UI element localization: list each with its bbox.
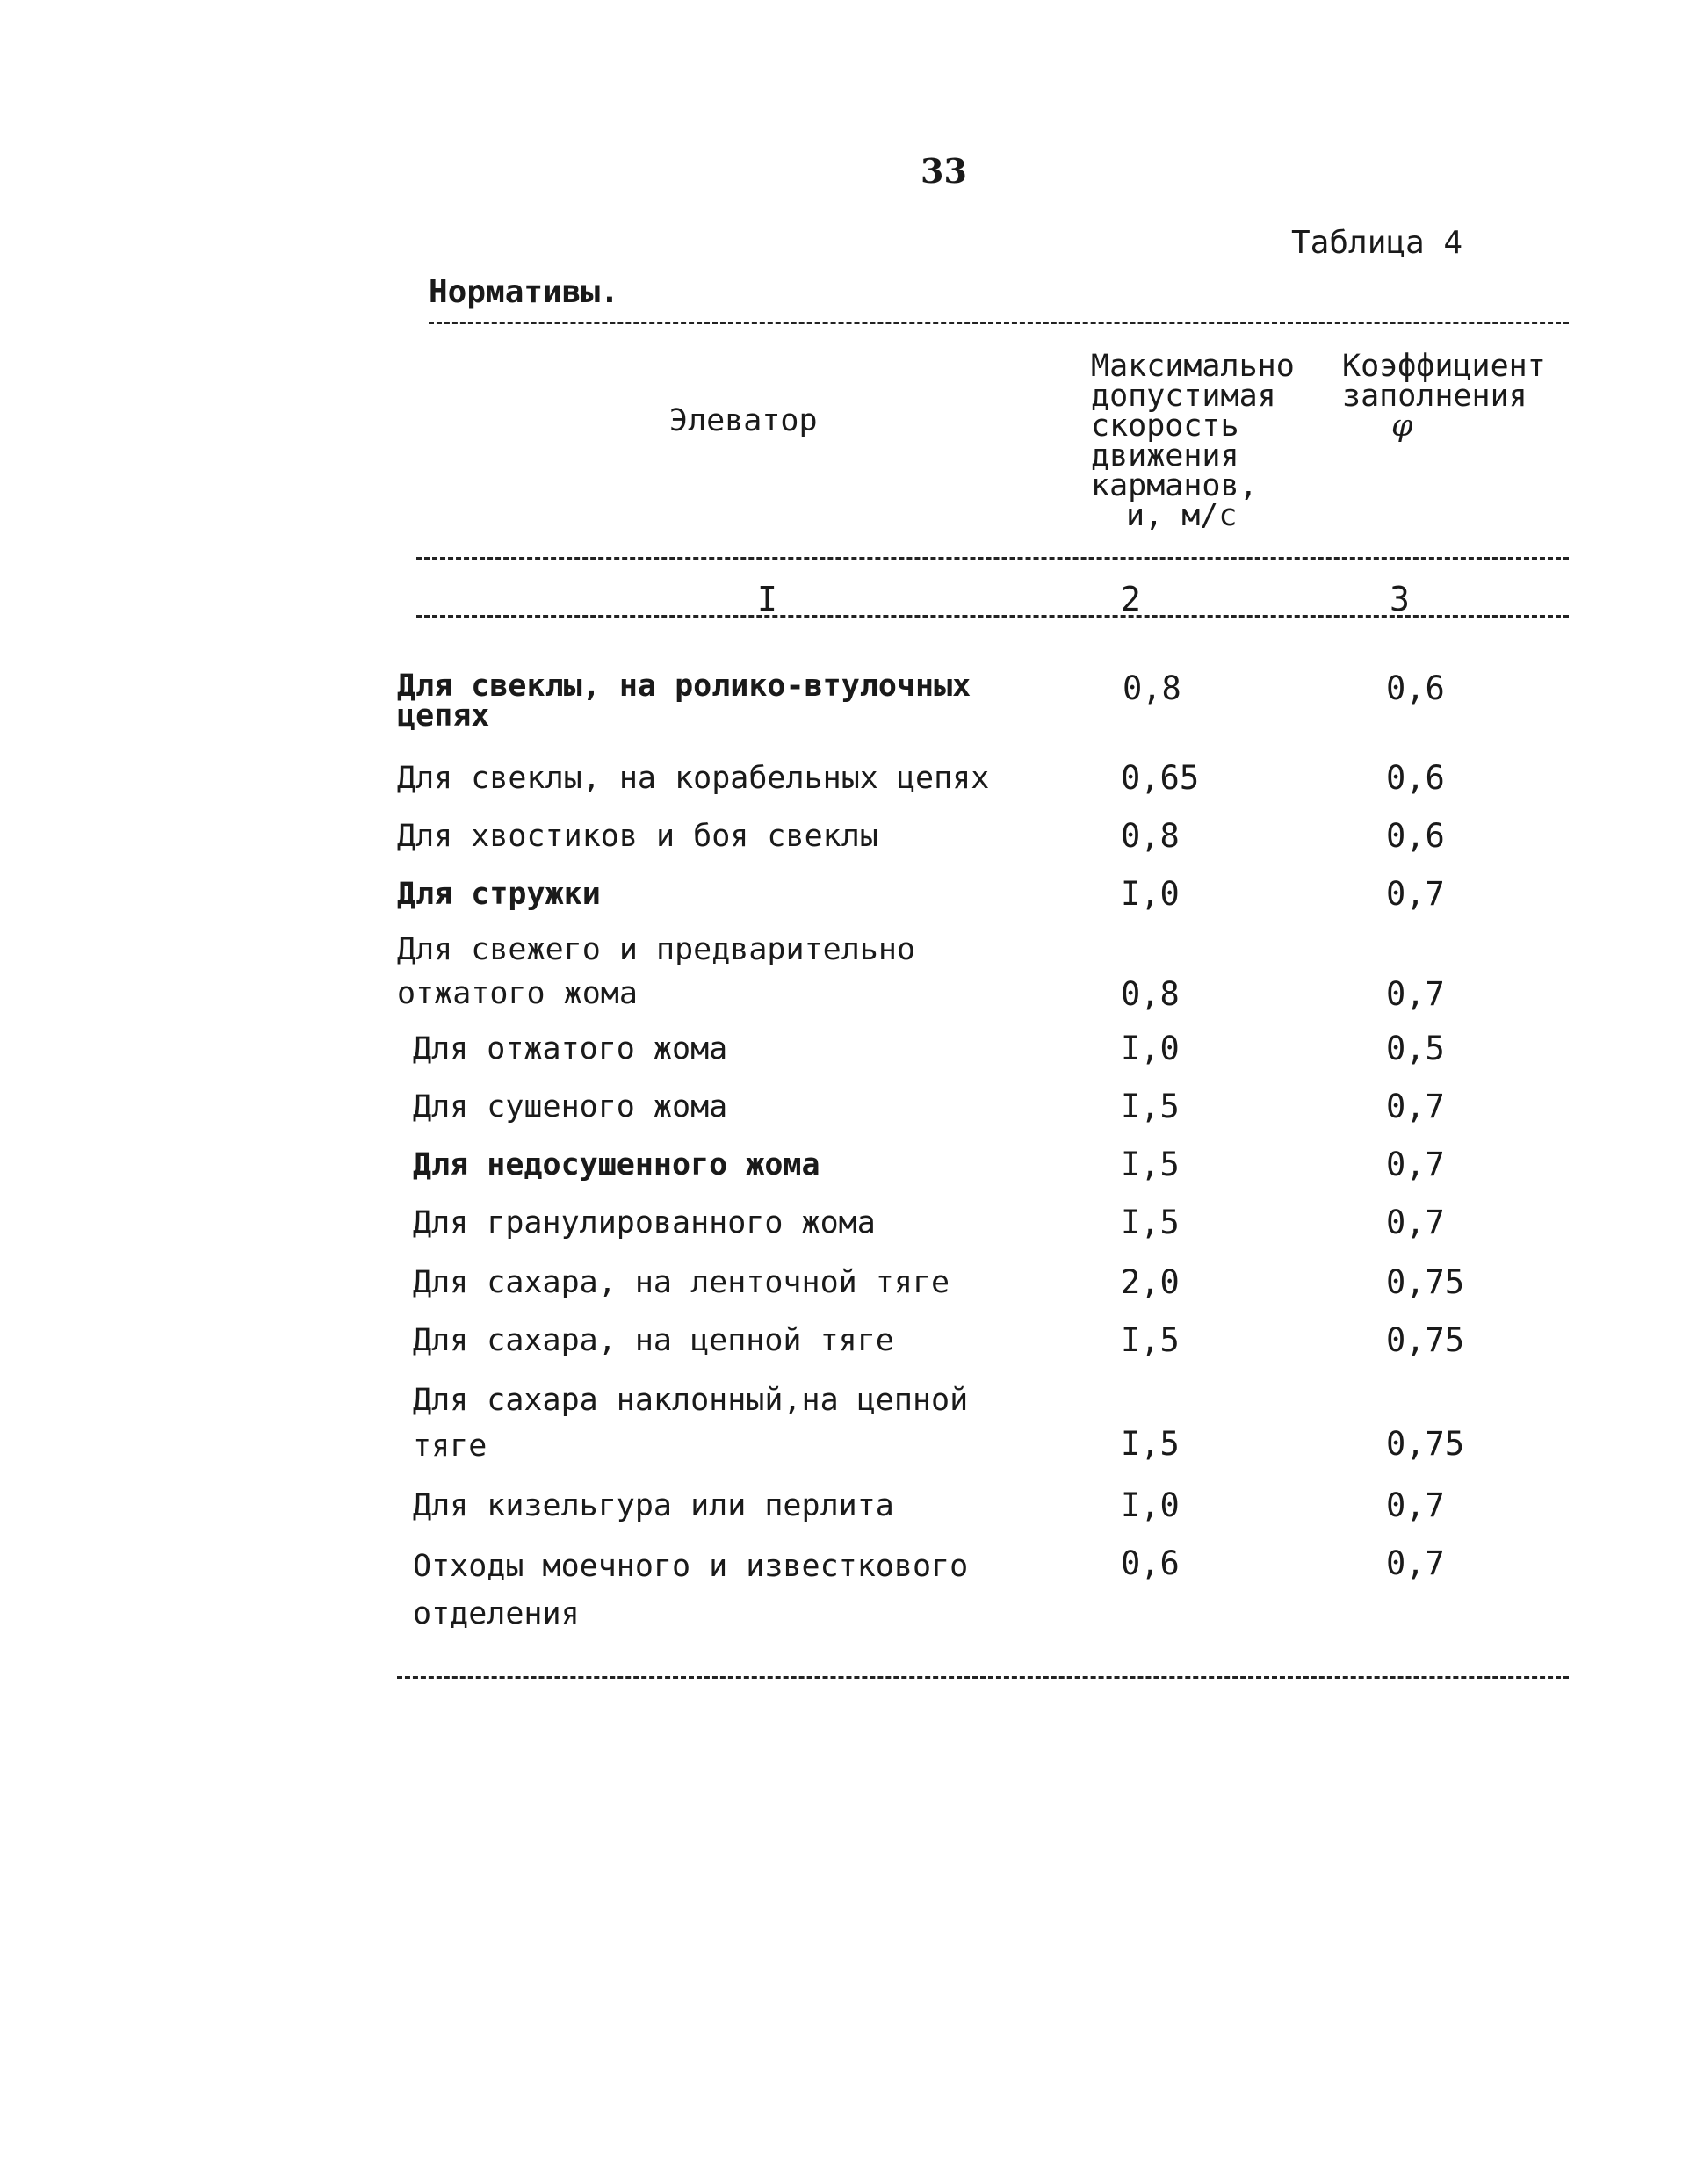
table-row-name: Для свежего и предварительно отжатого жома <box>397 932 916 1011</box>
table-row-speed: I,5 <box>1121 1425 1180 1463</box>
header-bottom-rule <box>416 557 1569 560</box>
table-row-name: Для сушеного жома <box>413 1089 728 1125</box>
table-row-coef: 0,75 <box>1386 1425 1465 1463</box>
table-row-speed: I,5 <box>1121 1088 1180 1125</box>
phi-symbol: φ <box>1391 409 1413 444</box>
table-row-name: Для кизельгура или перлита <box>413 1488 894 1523</box>
table-bottom-rule <box>397 1676 1569 1679</box>
table-label: Таблица 4 <box>1291 225 1463 261</box>
column-numbers-rule <box>416 615 1569 618</box>
table-row-name: Для свеклы, на ролико-втулочных цепях <box>397 669 971 734</box>
table-row-speed: 2,0 <box>1121 1263 1180 1301</box>
header-fill-coefficient-line: Коэффициент <box>1342 349 1546 384</box>
header-elevator: Элеватор <box>669 403 818 438</box>
table-row-coef: 0,7 <box>1386 975 1445 1013</box>
page-number: 33 <box>921 151 967 191</box>
table-row-speed: 0,8 <box>1123 669 1181 707</box>
table-row-speed: 0,65 <box>1121 759 1200 797</box>
table-row-coef: 0,7 <box>1386 1204 1445 1241</box>
table-row-coef: 0,75 <box>1386 1321 1465 1359</box>
header-fill-coefficient-line: заполнения <box>1342 379 1527 414</box>
table-row-speed: 0,6 <box>1121 1544 1180 1582</box>
header-max-speed-line: скорость <box>1091 409 1239 444</box>
table-row-coef: 0,6 <box>1386 759 1445 797</box>
table-row-name: Для сахара, на цепной тяге <box>413 1323 894 1358</box>
table-row-speed: I,0 <box>1121 1030 1180 1067</box>
table-row-speed: 0,8 <box>1121 975 1180 1013</box>
header-fill-coefficient <box>1342 349 1546 444</box>
table-row-coef: 0,7 <box>1386 1544 1445 1582</box>
table-row-coef: 0,7 <box>1386 875 1445 913</box>
column-number-3: 3 <box>1390 580 1410 618</box>
table-row-speed: I,5 <box>1121 1146 1180 1183</box>
table-row-speed: 0,8 <box>1121 817 1180 855</box>
column-number-2: 2 <box>1121 580 1141 618</box>
table-row-coef: 0,75 <box>1386 1263 1465 1301</box>
section-title: Нормативы. <box>429 274 619 310</box>
table-row-name: Для отжатого жома <box>413 1031 728 1067</box>
table-row-coef: 0,5 <box>1386 1030 1445 1067</box>
header-max-speed-line: карманов, <box>1091 468 1258 503</box>
table-row-name: Для сахара, на ленточной тяге <box>413 1265 950 1300</box>
table-row-name: Для сахара наклонный,на цепной тяге <box>413 1383 969 1464</box>
header-top-rule <box>429 322 1569 324</box>
table-row-name: Для свеклы, на корабельных цепях <box>397 761 990 796</box>
header-max-speed-line: движения <box>1091 438 1239 474</box>
header-max-speed-line: и, м/с <box>1126 498 1238 533</box>
header-max-speed <box>1091 351 1295 531</box>
table-row-name: Для гранулированного жома <box>413 1205 876 1240</box>
table-row-coef: 0,6 <box>1386 669 1445 707</box>
table-row-coef: 0,7 <box>1386 1486 1445 1524</box>
table-row-name: Для хвостиков и боя свеклы <box>397 819 878 854</box>
table-row-name: Отходы моечного и известкового отделения <box>413 1549 969 1631</box>
column-number-1: I <box>757 580 777 618</box>
table-row-coef: 0,7 <box>1386 1088 1445 1125</box>
table-row-speed: I,0 <box>1121 1486 1180 1524</box>
table-row-speed: I,5 <box>1121 1321 1180 1359</box>
header-max-speed-line: Максимально <box>1091 349 1295 384</box>
table-row-name: Для недосушенного жома <box>413 1147 820 1182</box>
table-row-name: Для стружки <box>397 877 601 912</box>
table-row-coef: 0,7 <box>1386 1146 1445 1183</box>
header-max-speed-line: допустимая <box>1091 379 1276 414</box>
table-row-speed: I,0 <box>1121 875 1180 913</box>
table-row-speed: I,5 <box>1121 1204 1180 1241</box>
table-row-coef: 0,6 <box>1386 817 1445 855</box>
